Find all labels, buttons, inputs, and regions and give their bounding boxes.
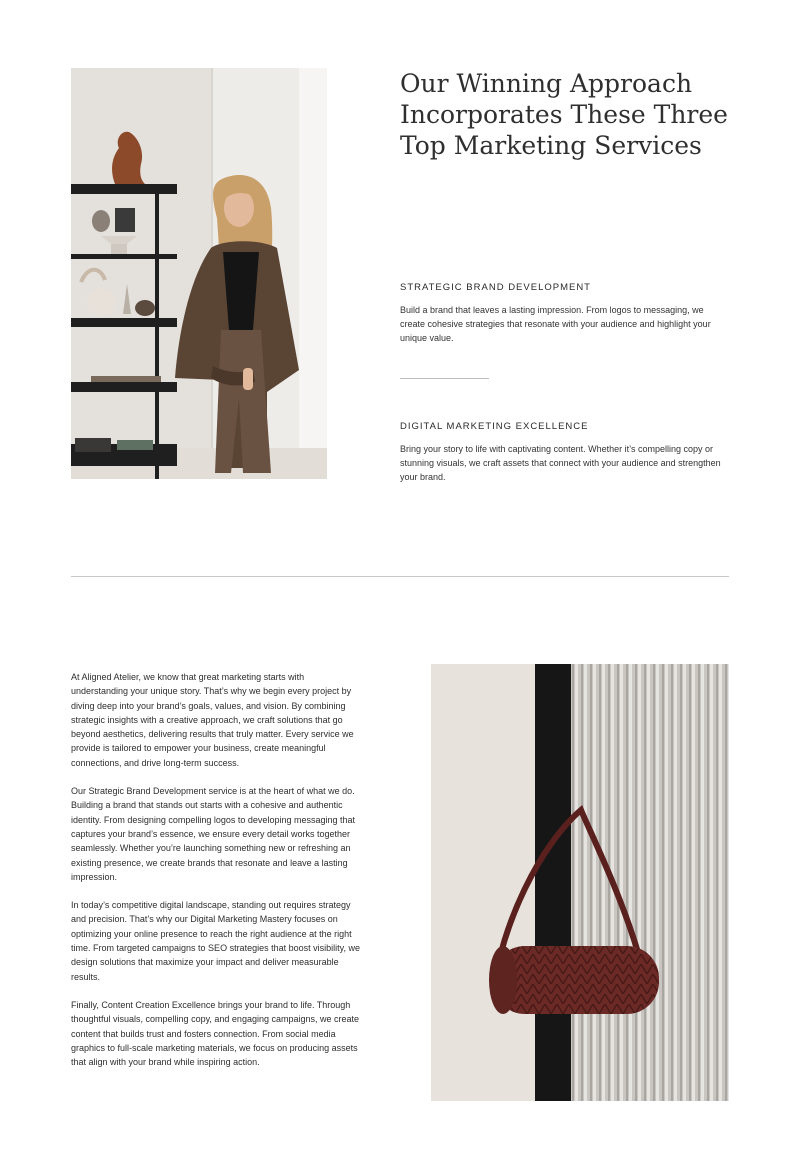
handbag-illustration bbox=[431, 664, 729, 1101]
section-heading: Our Winning Approach Incorporates These Three Top Marketing Services bbox=[400, 69, 728, 160]
service-description-digital-marketing: Bring your story to life with captivating content. Whether it’s compelling copy or stunning visuals, we craft assets that connect with your audience and strengthen your brand. bbox=[400, 444, 721, 482]
service-title-digital-marketing: DIGITAL MARKETING EXCELLENCE bbox=[400, 421, 589, 432]
service-title-brand-development: STRATEGIC BRAND DEVELOPMENT bbox=[400, 282, 591, 293]
portrait-photo bbox=[71, 68, 327, 479]
service-divider bbox=[400, 378, 489, 379]
service-description-brand-development: Build a brand that leaves a lasting impression. From logos to messaging, we create cohesive strategies that resonate with your audience and highlight your unique value. bbox=[400, 305, 711, 343]
handbag-photo bbox=[431, 664, 729, 1101]
portrait-illustration bbox=[71, 68, 327, 479]
about-paragraph: Our Strategic Brand Development service is at the heart of what we do. Building a brand that stands out starts with a cohesive and authentic identity. From designing compelling logos to developing messaging that captures your brand’s essence, we ensure every detail works together seamlessly. Whether you’re launching something new or refreshing an existing presence, we create brands that resonate and leave a lasting impression. bbox=[71, 786, 355, 882]
about-paragraph: At Aligned Atelier, we know that great marketing starts with understanding your unique story. That’s why we begin every project by diving deep into your brand’s goals, values, and vision. By combining strategic insights with a creative approach, we craft solutions that go beyond aesthetics, delivering results that truly matter. Every service we provide is tailored to empower your business, create meaningful connections, and drive long-term success. bbox=[71, 672, 354, 768]
about-paragraph: Finally, Content Creation Excellence brings your brand to life. Through thoughtful visuals, compelling copy, and engaging campaigns, we create content that builds trust and fosters connection. From social media graphics to full-scale marketing materials, we focus on producing assets that align with your brand while inspiring action. bbox=[71, 999, 360, 1068]
about-text bbox=[71, 670, 363, 1083]
about-paragraph: In today’s competitive digital landscape, standing out requires strategy and precision. That’s why our Digital Marketing Mastery focuses on optimizing your online presence to reach the right audience at the right time. From targeted campaigns to SEO strategies that boost visibility, we design solutions that maximize your impact and deliver measurable results. bbox=[71, 900, 360, 982]
section-divider bbox=[71, 576, 729, 577]
